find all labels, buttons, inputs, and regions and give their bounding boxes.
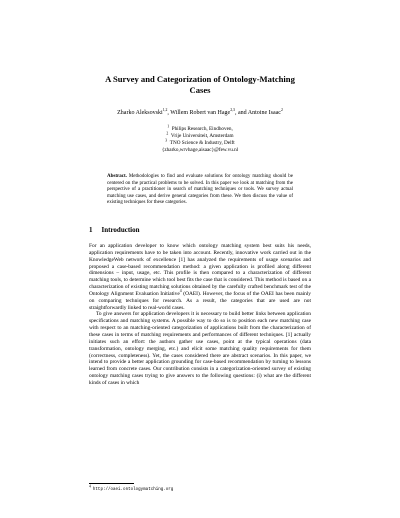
abstract [107, 174, 293, 207]
author-name: Willem Robert van Hage [170, 110, 231, 116]
abstract-text: Methodologies to find and evaluate solutions for ontology matching should be centered on the practical problems to be solved. In this paper we look at matching from the perspective of a practitioner in search of matching techniques or tools. We survey actual matching use cases, and derive general categories from these. We then discuss the value of existing techniques for these categories. [107, 174, 293, 205]
affiliation-text: Vrije Universiteit, Amsterdam [170, 132, 234, 139]
section-heading [89, 226, 140, 235]
author-conjunction: and [237, 110, 247, 116]
footnote-url: http://oaei.ontologymatching.org [92, 488, 174, 492]
paragraph-text: (OAEI). However, the focus of the OAEI has been mainly on comparing techniques for research. As a result, the categories that are used are not straightforwardly linked to real-world cases. [89, 290, 311, 311]
author-affil-mark: 1,2 [162, 108, 168, 112]
section-number: 1 [89, 226, 93, 234]
footnote-marker: 4 [179, 289, 182, 294]
section-title: Introduction [101, 226, 140, 234]
body-text [89, 243, 311, 387]
affiliation-number: 3 [165, 138, 168, 143]
affiliation-number: 1 [167, 124, 170, 129]
paragraph-text: For an application developer to know which ontology matching system best suits his needs, application requirements have to be taken into account. Recently, innovative work carried out in the KnowledgeWeb network of excellence [1] has analyzed the requirements of usage scenarios and proposed a case-based recommendation method: a given application is profiled along different dimensions – input, usage, etc. This profile is then compared to a characterization of different matching tools, to determine which tool best fits the case that is considered. This method is based on a characterization of existing matching solutions obtained by the carefully crafted benchmark test of the Ontology Alignment Evaluation Initiative [89, 243, 311, 297]
author-name: Antoine Isaac [247, 110, 281, 116]
affiliation-block [100, 126, 300, 154]
author-name: Zharko Aleksovski [117, 110, 163, 116]
title-line-2: Cases [189, 84, 211, 95]
paragraph: To give answers for application developers it is necessary to build better links between application specifications and matching systems. A possible way to do so is to position each new matching case with respect to an matching-oriented categorization of applications built from the characterization of these cases in terms of matching requirements and performances of different techniques. [1] actually initiates such an effort: the authors gather use cases, point at the typical operations (data transformation, ontology merging, etc.) and elicit some matching quality requirements for them (correctness, completeness). Yet, the cases considered there are abstract scenarios. In this paper, we intend to provide a better application grounding for case-based recommendation by turning to lessons learned from concrete cases. Our contribution consists in a categorization-oriented survey of existing ontology matching cases trying to give answers to the following questions: (i) what are the different kinds of cases in which [89, 311, 311, 386]
affiliation-text: TNO Science & Industry, Delft [169, 139, 235, 146]
affiliation-text: Philips Research, Eindhoven, [171, 126, 233, 132]
footnote [89, 486, 173, 493]
author-emails: {zharko,wrvhage,aisaac}@few.vu.nl [161, 146, 239, 153]
author-affil-mark: 2,3 [230, 108, 235, 112]
affiliation-row [100, 140, 300, 147]
paper-title [80, 74, 320, 95]
footnote-rule [89, 483, 134, 484]
author-list: Zharko Aleksovski$^{1,2}$, Willem Robert van Hage$^{2,3}$, and Antoine Isaac$^2$ [117, 108, 283, 116]
author-affil-mark: 2 [280, 108, 283, 112]
affiliation-number: 2 [166, 131, 169, 136]
footnote-number: 4 [89, 484, 91, 489]
abstract-label: Abstract. [107, 174, 127, 179]
title-line-1: A Survey and Categorization of Ontology-Matching [105, 74, 295, 84]
paragraph [89, 243, 311, 311]
